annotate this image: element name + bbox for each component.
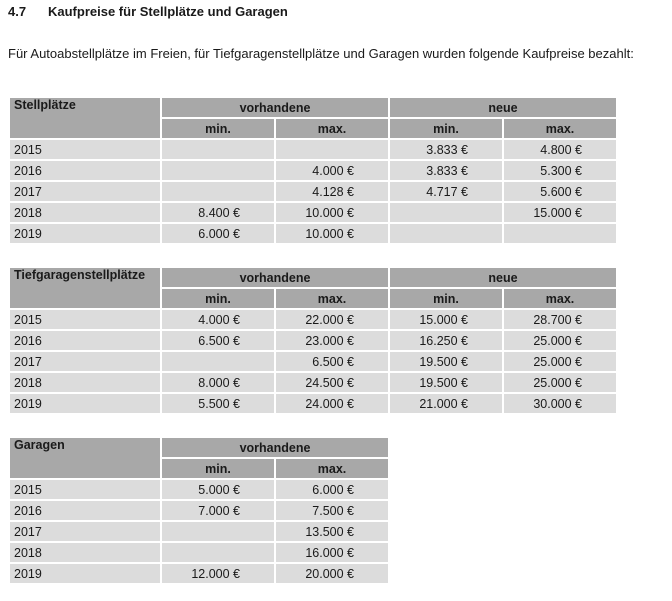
- table-label: Stellplätze: [10, 98, 160, 138]
- table-row: [10, 182, 616, 201]
- value-cell: 4.800 €: [504, 140, 616, 159]
- value-cell: [162, 140, 274, 159]
- year-cell: 2015: [10, 480, 160, 499]
- value-cell: 4.000 €: [162, 310, 274, 329]
- table-row: [10, 352, 616, 371]
- value-cell: 8.000 €: [162, 373, 274, 392]
- column-header: max.: [276, 289, 388, 308]
- value-cell: 25.000 €: [504, 331, 616, 350]
- value-cell: 5.000 €: [162, 480, 274, 499]
- value-cell: 19.500 €: [390, 352, 502, 371]
- year-cell: 2016: [10, 501, 160, 520]
- table-row: [10, 140, 616, 159]
- value-cell: 13.500 €: [276, 522, 388, 541]
- section-title: Kaufpreise für Stellplätze und Garagen: [48, 4, 288, 19]
- value-cell: [276, 140, 388, 159]
- year-cell: 2018: [10, 203, 160, 222]
- value-cell: 22.000 €: [276, 310, 388, 329]
- table-row: [10, 522, 388, 541]
- value-cell: 5.300 €: [504, 161, 616, 180]
- table-row: [10, 564, 388, 583]
- column-header: max.: [276, 459, 388, 478]
- table-row: [10, 480, 388, 499]
- group-header: vorhandene: [162, 268, 388, 287]
- value-cell: 10.000 €: [276, 224, 388, 243]
- table-tiefgarage: [8, 266, 618, 415]
- column-header: max.: [276, 119, 388, 138]
- value-cell: [162, 182, 274, 201]
- value-cell: 24.500 €: [276, 373, 388, 392]
- value-cell: 28.700 €: [504, 310, 616, 329]
- value-cell: 6.000 €: [162, 224, 274, 243]
- year-cell: 2019: [10, 394, 160, 413]
- table-row: [10, 161, 616, 180]
- value-cell: 3.833 €: [390, 161, 502, 180]
- value-cell: [162, 161, 274, 180]
- table-garagen: [8, 436, 390, 585]
- group-header: neue: [390, 268, 616, 287]
- value-cell: [162, 522, 274, 541]
- year-cell: 2016: [10, 331, 160, 350]
- year-cell: 2019: [10, 564, 160, 583]
- value-cell: 6.500 €: [276, 352, 388, 371]
- year-cell: 2017: [10, 352, 160, 371]
- value-cell: 4.717 €: [390, 182, 502, 201]
- value-cell: 16.000 €: [276, 543, 388, 562]
- year-cell: 2018: [10, 543, 160, 562]
- column-header: max.: [504, 119, 616, 138]
- value-cell: 25.000 €: [504, 352, 616, 371]
- table-row: [10, 331, 616, 350]
- section-heading: [8, 4, 288, 19]
- table-row: [10, 224, 616, 243]
- value-cell: [504, 224, 616, 243]
- value-cell: 5.600 €: [504, 182, 616, 201]
- value-cell: [162, 543, 274, 562]
- table-label: Tiefgaragenstellplätze: [10, 268, 160, 308]
- value-cell: 5.500 €: [162, 394, 274, 413]
- value-cell: 30.000 €: [504, 394, 616, 413]
- table-label: Garagen: [10, 438, 160, 478]
- value-cell: 20.000 €: [276, 564, 388, 583]
- year-cell: 2019: [10, 224, 160, 243]
- column-header: min.: [390, 119, 502, 138]
- value-cell: 19.500 €: [390, 373, 502, 392]
- value-cell: 4.000 €: [276, 161, 388, 180]
- value-cell: 24.000 €: [276, 394, 388, 413]
- value-cell: 7.000 €: [162, 501, 274, 520]
- value-cell: 16.250 €: [390, 331, 502, 350]
- value-cell: 6.500 €: [162, 331, 274, 350]
- table-row: [10, 501, 388, 520]
- value-cell: 4.128 €: [276, 182, 388, 201]
- group-header: vorhandene: [162, 438, 388, 457]
- value-cell: [162, 352, 274, 371]
- value-cell: 7.500 €: [276, 501, 388, 520]
- table-row: [10, 373, 616, 392]
- column-header: min.: [162, 119, 274, 138]
- value-cell: 3.833 €: [390, 140, 502, 159]
- year-cell: 2018: [10, 373, 160, 392]
- value-cell: 21.000 €: [390, 394, 502, 413]
- table-row: [10, 394, 616, 413]
- column-header: max.: [504, 289, 616, 308]
- section-number: 4.7: [8, 4, 27, 19]
- value-cell: 23.000 €: [276, 331, 388, 350]
- group-header: vorhandene: [162, 98, 388, 117]
- year-cell: 2015: [10, 310, 160, 329]
- value-cell: 10.000 €: [276, 203, 388, 222]
- value-cell: 6.000 €: [276, 480, 388, 499]
- year-cell: 2016: [10, 161, 160, 180]
- column-header: min.: [390, 289, 502, 308]
- table-row: [10, 310, 616, 329]
- table-row: [10, 543, 388, 562]
- intro-paragraph: Für Autoabstellplätze im Freien, für Tiefgaragenstellplätze und Garagen wurden folgende Kaufpreise bezahlt:: [8, 46, 634, 61]
- year-cell: 2017: [10, 522, 160, 541]
- value-cell: 25.000 €: [504, 373, 616, 392]
- value-cell: [390, 224, 502, 243]
- column-header: min.: [162, 459, 274, 478]
- value-cell: 15.000 €: [504, 203, 616, 222]
- year-cell: 2017: [10, 182, 160, 201]
- table-stellplaetze: [8, 96, 618, 245]
- group-header: neue: [390, 98, 616, 117]
- year-cell: 2015: [10, 140, 160, 159]
- value-cell: 12.000 €: [162, 564, 274, 583]
- column-header: min.: [162, 289, 274, 308]
- value-cell: 15.000 €: [390, 310, 502, 329]
- value-cell: [390, 203, 502, 222]
- value-cell: 8.400 €: [162, 203, 274, 222]
- table-row: [10, 203, 616, 222]
